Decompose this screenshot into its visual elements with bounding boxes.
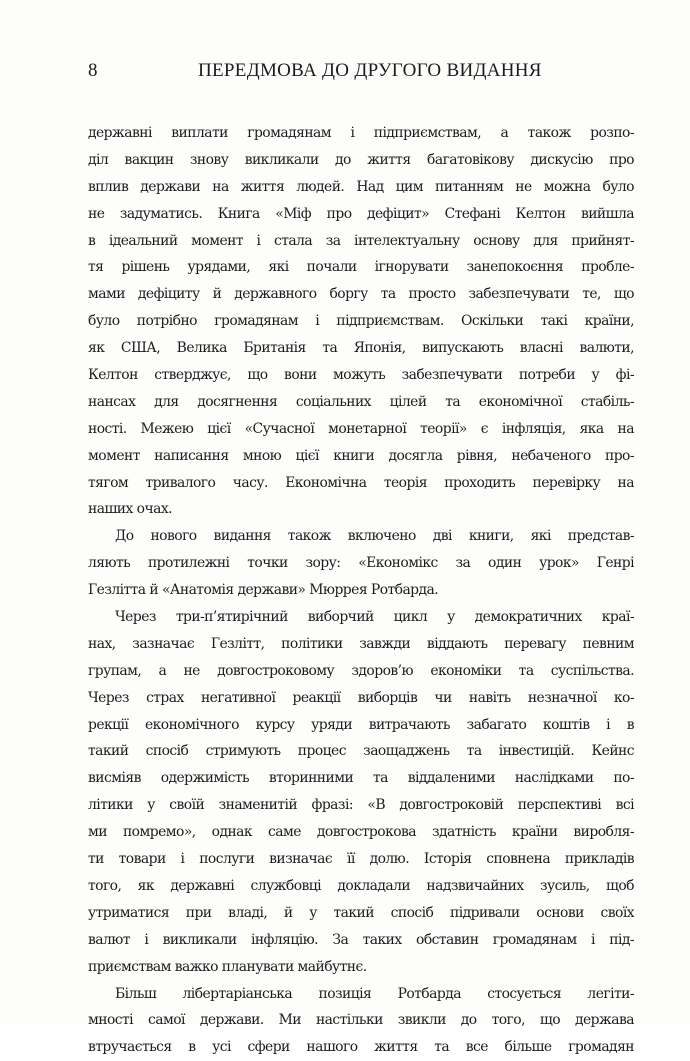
- text-line: ми помремо», однак саме довгострокова здатність країни виробля-: [88, 819, 634, 846]
- text-line: приємствам важко планувати майбутнє.: [88, 954, 634, 981]
- text-line: ності. Межею цієї «Сучасної монетарної теорії» є інфляція, яка на: [88, 416, 634, 443]
- text-line: нансах для досягнення соціальних цілей та економічної стабіль-: [88, 389, 634, 416]
- running-title: ПЕРЕДМОВА ДО ДРУГОГО ВИДАННЯ: [198, 59, 542, 83]
- text-line: тягом тривалого часу. Економічна теорія проходить перевірку на: [88, 470, 634, 497]
- text-line: мності самої держави. Ми настільки звикли до того, що держава: [88, 1007, 634, 1034]
- text-line: валют і викликали інфляцію. За таких обставин громадянам і під-: [88, 927, 634, 954]
- text-line: Келтон стверджує, що вони можуть забезпечувати потреби у фі-: [88, 362, 634, 389]
- text-line: того, як державні службовці докладали надзвичайних зусиль, щоб: [88, 873, 634, 900]
- text-line: ти товари і послуги визначає її долю. Історія сповнена прикладів: [88, 846, 634, 873]
- text-line: в ідеальний момент і стала за інтелектуальну основу для прийнят-: [88, 228, 634, 255]
- paragraph: [88, 604, 634, 980]
- text-line: державні виплати громадянам і підприємствам, а також розпо-: [88, 120, 634, 147]
- text-line: Через страх негативної реакції виборців чи навіть незначної ко-: [88, 685, 634, 712]
- page-header: [88, 59, 634, 83]
- text-line: Гезлітта й «Анатомія держави» Мюррея Ротбарда.: [88, 577, 634, 604]
- text-line: не задуматись. Книга «Міф про дефіцит» Стефані Келтон вийшла: [88, 201, 634, 228]
- paragraph: [88, 981, 634, 1061]
- paragraph: [88, 120, 634, 523]
- text-line: Через три-п’ятирічний виборчий цикл у демократичних краї-: [88, 604, 634, 631]
- text-line: було потрібно громадянам і підприємствам. Оскільки такі країни,: [88, 308, 634, 335]
- text-line: наших очах.: [88, 496, 634, 523]
- text-line: ляють протилежні точки зору: «Економікс за один урок» Генрі: [88, 550, 634, 577]
- text-line: діл вакцин знову викликали до життя багатовікову дискусію про: [88, 147, 634, 174]
- text-line: такий спосіб стримують процес заощаджень та інвестицій. Кейнс: [88, 738, 634, 765]
- text-line: До нового видання також включено дві книги, які представ-: [88, 523, 634, 550]
- text-line: літики у своїй знаменитій фразі: «В довгостроковій перспективі всі: [88, 792, 634, 819]
- text-line: нах, зазначає Гезлітт, політики завжди віддають перевагу певним: [88, 631, 634, 658]
- body-text: [88, 120, 634, 1061]
- text-line: групам, а не довгостроковому здоров’ю економіки та суспільства.: [88, 658, 634, 685]
- text-line: тя рішень урядами, які почали ігнорувати занепокоєння пробле-: [88, 254, 634, 281]
- text-line: висміяв одержимість вторинними та віддаленими наслідками по-: [88, 765, 634, 792]
- text-line: Більш лібертаріанська позиція Ротбарда стосується легіти-: [88, 981, 634, 1008]
- paragraph: [88, 523, 634, 604]
- text-line: як США, Велика Британія та Японія, випускають власні валюти,: [88, 335, 634, 362]
- text-line: вплив держави на життя людей. Над цим питанням не можна було: [88, 174, 634, 201]
- text-line: момент написання мною цієї книги досягла рівня, небаченого про-: [88, 443, 634, 470]
- page-number: 8: [88, 59, 98, 83]
- text-line: мами дефіциту й державного боргу та просто забезпечувати те, що: [88, 281, 634, 308]
- text-line: утриматися при владі, й у такий спосіб підривали основи своїх: [88, 900, 634, 927]
- text-line: втручається в усі сфери нашого життя та все більше громадян: [88, 1034, 634, 1061]
- text-line: рекції економічного курсу уряди витрачають забагато коштів і в: [88, 712, 634, 739]
